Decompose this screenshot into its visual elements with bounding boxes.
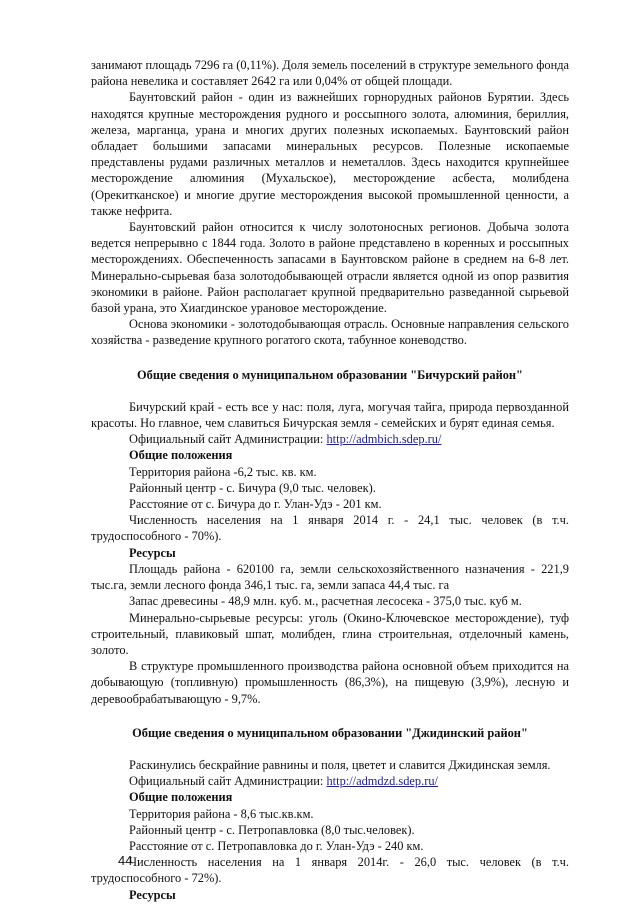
official-site-label: Официальный сайт Администрации: [129,774,327,789]
paragraph: Основа экономики - золотодобывающая отрасль. Основные направления сельского хозяйства - разведение крупного рогатого скота, табунное коневодство. [91,317,569,348]
paragraph: Расстояние от с. Петропавловка до г. Улан-Удэ - 240 км. [129,838,424,853]
official-site-link[interactable]: http://admdzd.sdep.ru/ [326,774,438,789]
paragraph: В структуре промышленного производства района основной объем приходится на добывающую (топливную) промышленность (86,3%), на пищевую (3,9%), лесную и деревообрабатывающую - 9,7%. [91,659,569,706]
paragraph: Численность населения на 1 января 2014г. - 26,0 тыс. человек (в т.ч. трудоспособного - 72%). [91,855,569,886]
paragraph: Территория района - 8,6 тыс.кв.км. [129,806,314,821]
official-site-line [91,431,569,447]
paragraph: Баунтовский район - один из важнейших горнорудных районов Бурятии. Здесь находятся крупные месторождения рудного и россыпного золота, алюминия, бериллия, железа, марганца, урана и многих других полезных ископаемых. Баунтовский район обладает большими запасами минеральных ресурсов. Полезные ископаемые представлены рудами различных металлов и неметаллов. Здесь находится крупнейшее месторождение алюминия (Мухальское), месторождение асбеста, молибдена (Орекитканское) и многие другие месторождения высокой промышленной ценности, а также нефрита. [91,90,569,218]
official-site-label: Официальный сайт Администрации: [129,432,327,447]
section-heading-dzhida: Общие сведения о муниципальном образовании "Джидинский район" [132,725,528,740]
subheading-resources: Ресурсы [129,887,176,902]
page-body [91,57,569,903]
subheading-resources: Ресурсы [129,545,176,560]
subheading-general: Общие положения [129,790,233,805]
paragraph: Территория района -6,2 тыс. кв. км. [129,464,317,479]
paragraph: Баунтовский район относится к числу золотоносных регионов. Добыча золота ведется непрерывно с 1844 года. Золото в районе представлено в коренных и россыпных месторождениях. Обеспеченность запасами в Баунтовском районе в среднем на 6-8 лет. Минерально-сырьевая база золотодобывающей отрасли является одной из опор развития экономики в районе. Район располагает крупной предварительно разведанной сырьевой базой урана, это Хиагдинское урановое месторождение. [91,220,569,316]
page-number: 44 [118,853,133,868]
paragraph: Бичурский край - есть все у нас: поля, луга, могучая тайга, природа первозданной красоты. Но главное, чем славиться Бичурская земля - семейских и бурят единая семья. [91,399,569,431]
paragraph: занимают площадь 7296 га (0,11%). Доля земель поселений в структуре земельного фонда района невелика и составляет 2642 га или 0,04% от общей площади. [91,58,569,89]
paragraph: Районный центр - с. Бичура (9,0 тыс. человек). [129,480,376,495]
paragraph: Численность населения на 1 января 2014 г. - 24,1 тыс. человек (в т.ч. трудоспособного - 70%). [91,513,569,544]
paragraph: Запас древесины - 48,9 млн. куб. м., расчетная лесосека - 375,0 тыс. куб м. [129,594,522,609]
paragraph: Раскинулись бескрайние равнины и поля, цветет и славится Джидинская земля. [129,757,551,772]
paragraph: Минерально-сырьевые ресурсы: уголь (Окино-Ключевское месторождение), туф строительный, плавиковый шпат, молибден, глина строительная, отделочный камень, золото. [91,610,569,657]
official-site-line [91,773,569,789]
paragraph: Районный центр - с. Петропавловка (8,0 тыс.человек). [129,822,415,837]
paragraph: Расстояние от с. Бичура до г. Улан-Удэ - 201 км. [129,497,382,512]
subheading-general: Общие положения [129,448,233,463]
paragraph: Площадь района - 620100 га, земли сельскохозяйственного назначения - 221,9 тыс.га, земли лесного фонда 346,1 тыс. га, земли запаса 44,4 тыс. га [91,561,569,593]
official-site-link[interactable]: http://admbich.sdep.ru/ [326,432,442,447]
section-heading-bichura: Общие сведения о муниципальном образовании "Бичурский район" [137,367,523,382]
